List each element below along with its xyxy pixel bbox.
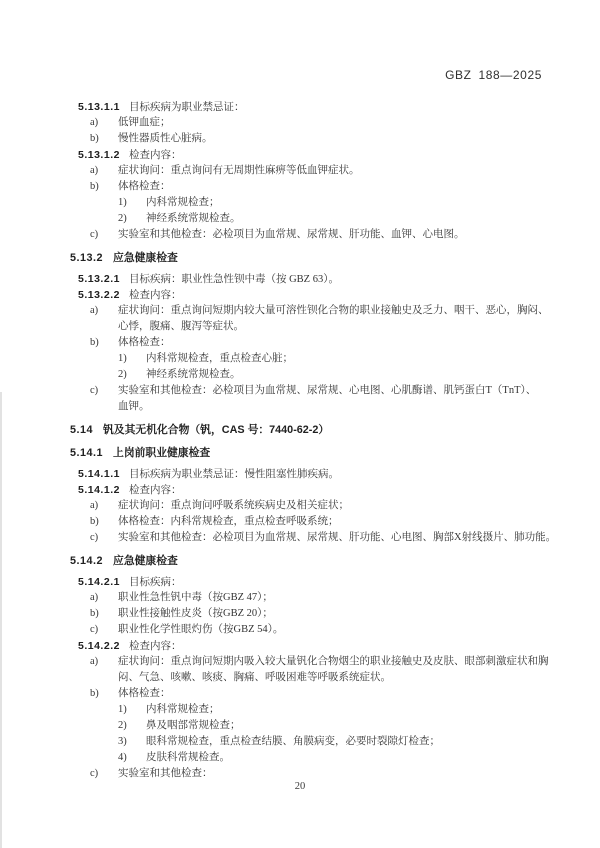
clause-number: 5.14 xyxy=(70,424,94,436)
line-text: 应急健康检查 xyxy=(113,252,178,264)
item-marker: b) xyxy=(90,337,99,348)
line-text: 实验室和其他检查： xyxy=(118,768,213,779)
list-item xyxy=(0,514,600,530)
line-text: 内科常规检查； xyxy=(146,197,220,208)
sub-list-item xyxy=(0,702,600,718)
list-item xyxy=(0,163,600,179)
page-edge-shadow xyxy=(0,392,2,848)
line-text: 症状询问：重点询问有无周期性麻痹等低血钾症状。 xyxy=(118,165,360,176)
list-item xyxy=(0,622,600,638)
line-text: 血钾。 xyxy=(118,401,150,412)
line-text: 检查内容： xyxy=(128,150,182,161)
clause-line xyxy=(0,271,600,287)
list-item xyxy=(0,131,600,147)
item-marker: b) xyxy=(90,181,99,192)
item-marker: a) xyxy=(90,592,99,603)
line-text: 症状询问：重点询问短期内吸入较大量钒化合物烟尘的职业接触史及皮肤、眼部刺激症状和胸 xyxy=(118,656,549,667)
line-text: 上岗前职业健康检查 xyxy=(113,447,211,459)
line-text: 闷、气急、咳嗽、咳痰、胸痛、呼吸困难等呼吸系统症状。 xyxy=(118,672,391,683)
sub-list-item xyxy=(0,367,600,383)
clause-number: 5.14.2 xyxy=(70,555,104,567)
item-marker: 1) xyxy=(118,353,127,364)
item-marker: 2) xyxy=(118,720,127,731)
item-marker: c) xyxy=(90,768,99,779)
line-text: 实验室和其他检查：必检项目为血常规、尿常规、心电图、心肌酶谱、肌钙蛋白T（TnT）、 xyxy=(118,385,537,396)
line-text: 应急健康检查 xyxy=(113,555,178,567)
clause-number: 5.14.1 xyxy=(70,447,104,459)
list-item xyxy=(0,383,600,399)
clause-number: 5.14.2.2 xyxy=(78,640,120,652)
clause-line xyxy=(0,466,600,482)
section-heading xyxy=(0,445,600,461)
chapter-heading xyxy=(0,422,600,438)
sub-list-item xyxy=(0,718,600,734)
line-text: 实验室和其他检查：必检项目为血常规、尿常规、肝功能、血钾、心电图。 xyxy=(118,229,465,240)
list-item xyxy=(0,654,600,670)
sub-list-item xyxy=(0,211,600,227)
item-marker: a) xyxy=(90,165,99,176)
clause-number: 5.13.1.1 xyxy=(78,101,120,113)
list-item xyxy=(0,227,600,243)
list-item xyxy=(0,335,600,351)
line-text: 症状询问：重点询问呼吸系统疾病史及相关症状； xyxy=(118,500,349,511)
line-text: 内科常规检查； xyxy=(146,704,220,715)
item-marker: 1) xyxy=(118,704,127,715)
list-item xyxy=(0,179,600,195)
clause-number: 5.13.1.2 xyxy=(78,149,120,161)
line-text: 目标疾病为职业禁忌证： xyxy=(128,102,245,113)
item-marker: c) xyxy=(90,532,99,543)
sub-list-item xyxy=(0,750,600,766)
list-item xyxy=(0,590,600,606)
continuation-line xyxy=(0,319,600,335)
line-text: 职业性接触性皮炎（按GBZ 20）； xyxy=(118,608,273,619)
line-text: 鼻及咽部常规检查； xyxy=(146,720,241,731)
item-marker: b) xyxy=(90,688,99,699)
line-text: 目标疾病： xyxy=(128,577,182,588)
line-text: 低钾血症； xyxy=(118,117,171,128)
line-text: 体格检查： xyxy=(118,688,171,699)
line-text: 体格检查：内科常规检查，重点检查呼吸系统； xyxy=(118,516,339,527)
line-text: 目标疾病为职业禁忌证：慢性阻塞性肺疾病。 xyxy=(128,469,339,480)
line-text: 钒及其无机化合物（钒，CAS 号：7440-62-2） xyxy=(103,424,330,436)
section-heading xyxy=(0,250,600,266)
sub-list-item xyxy=(0,734,600,750)
clause-number: 5.14.2.1 xyxy=(78,576,120,588)
clause-number: 5.14.1.1 xyxy=(78,468,120,480)
clause-line xyxy=(0,99,600,115)
clause-line xyxy=(0,574,600,590)
line-text: 实验室和其他检查：必检项目为血常规、尿常规、肝功能、心电图、胸部X射线摄片、肺功能。 xyxy=(118,532,557,543)
sub-list-item xyxy=(0,195,600,211)
document-code-header: GBZ 188—2025 xyxy=(445,68,542,82)
line-text: 职业性化学性眼灼伤（按GBZ 54）。 xyxy=(118,624,284,635)
line-text: 体格检查： xyxy=(118,337,171,348)
list-item xyxy=(0,303,600,319)
list-item xyxy=(0,686,600,702)
continuation-line xyxy=(0,399,600,415)
line-text: 神经系统常规检查。 xyxy=(146,213,241,224)
item-marker: a) xyxy=(90,500,99,511)
line-text: 检查内容： xyxy=(128,290,182,301)
line-text: 慢性器质性心脏病。 xyxy=(118,133,213,144)
clause-number: 5.13.2 xyxy=(70,252,104,264)
line-text: 内科常规检查，重点检查心脏； xyxy=(146,353,293,364)
line-text: 检查内容： xyxy=(128,485,182,496)
item-marker: 2) xyxy=(118,213,127,224)
line-text: 体格检查： xyxy=(118,181,171,192)
line-text: 症状询问：重点询问短期内较大量可溶性钡化合物的职业接触史及乏力、咽干、恶心，胸闷、 xyxy=(118,305,549,316)
line-text: 职业性急性钒中毒（按GBZ 47）； xyxy=(118,592,273,603)
list-item xyxy=(0,115,600,131)
item-marker: b) xyxy=(90,516,99,527)
sub-list-item xyxy=(0,351,600,367)
item-marker: 4) xyxy=(118,752,127,763)
line-text: 检查内容： xyxy=(128,641,182,652)
list-item xyxy=(0,498,600,514)
item-marker: c) xyxy=(90,624,99,635)
line-text: 目标疾病：职业性急性钡中毒（按 GBZ 63）。 xyxy=(128,274,339,285)
line-text: 神经系统常规检查。 xyxy=(146,369,241,380)
clause-line xyxy=(0,482,600,498)
clause-number: 5.13.2.1 xyxy=(78,273,120,285)
item-marker: 1) xyxy=(118,197,127,208)
clause-number: 5.13.2.2 xyxy=(78,289,120,301)
item-marker: 3) xyxy=(118,736,127,747)
list-item xyxy=(0,766,600,782)
item-marker: c) xyxy=(90,385,99,396)
line-text: 心悸，腹痛、腹泻等症状。 xyxy=(118,321,244,332)
section-heading xyxy=(0,553,600,569)
continuation-line xyxy=(0,670,600,686)
item-marker: b) xyxy=(90,608,99,619)
page-number: 20 xyxy=(294,781,306,792)
list-item xyxy=(0,606,600,622)
clause-number: 5.14.1.2 xyxy=(78,484,120,496)
clause-line xyxy=(0,147,600,163)
item-marker: b) xyxy=(90,133,99,144)
line-text: 皮肤科常规检查。 xyxy=(146,752,230,763)
item-marker: a) xyxy=(90,656,99,667)
list-item xyxy=(0,530,600,546)
item-marker: a) xyxy=(90,117,99,128)
line-text: 眼科常规检查，重点检查结膜、角膜病变，必要时裂隙灯检查； xyxy=(146,736,440,747)
document-body xyxy=(0,99,600,782)
item-marker: a) xyxy=(90,305,99,316)
item-marker: c) xyxy=(90,229,99,240)
clause-line xyxy=(0,638,600,654)
clause-line xyxy=(0,287,600,303)
item-marker: 2) xyxy=(118,369,127,380)
